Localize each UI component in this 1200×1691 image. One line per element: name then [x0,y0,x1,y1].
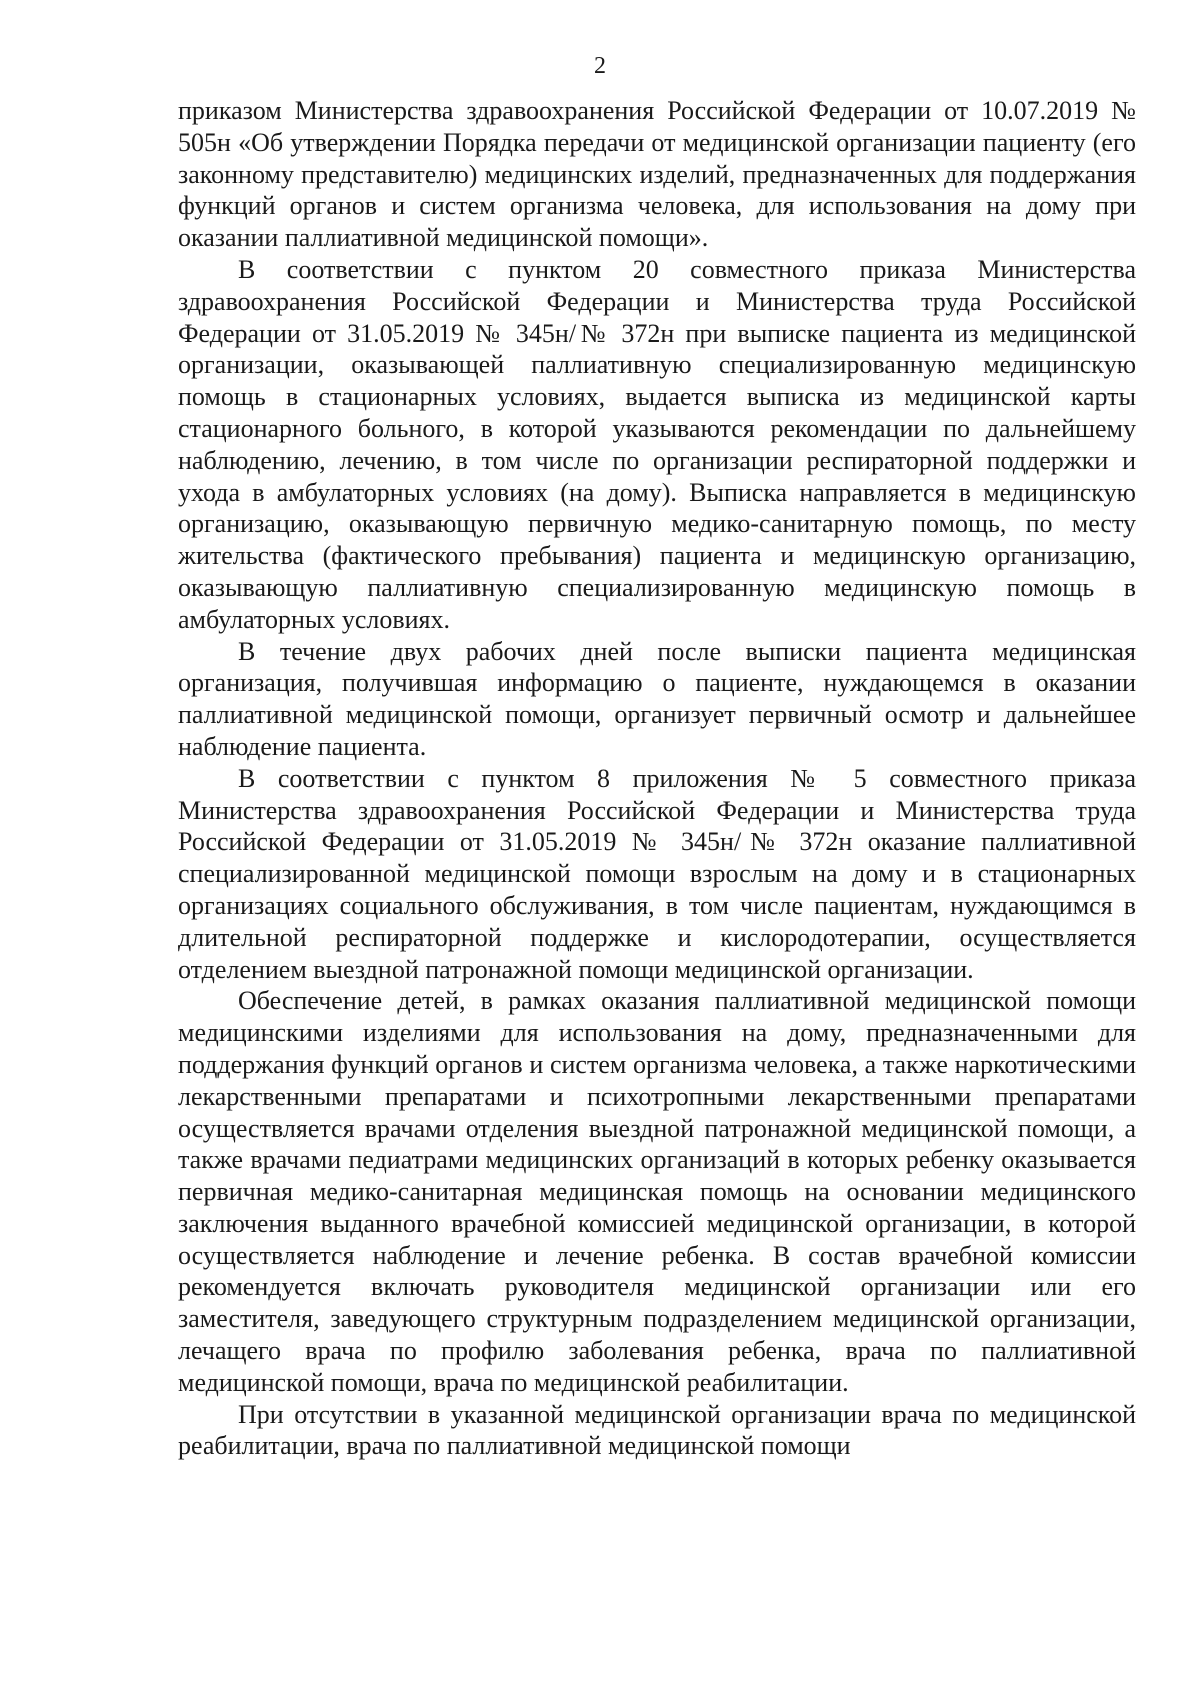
page-number: 2 [594,53,606,79]
paragraph-home-palliative-care: В соответствии с пунктом 8 приложения № 5 совместного приказа Министерства здравоохранения Российской Федерации и Министерства труда Российской Федерации от 31.05.2019 № 345н/№ 372н оказание паллиативной специализированной медицинской помощи взрослым на дому и в стационарных организациях социального обслуживания, в том числе пациентам, нуждающимся в длительной респираторной поддержке и кислородотерапии, осуществляется отделением выездной патронажной помощи медицинской организации. [178,763,1136,984]
paragraph-children-provision: Обеспечение детей, в рамках оказания паллиативной медицинской помощи медицинскими изделиями для использования на дому, предназначенными для поддержания функций органов и систем организма человека, а также наркотическими лекарственными препаратами и психотропными лекарственными препаратами осуществляется врачами отделения выездной патронажной медицинской помощи, а также врачами педиатрами медицинских организаций в которых ребенку оказывается первичная медико-санитарная медицинская помощь на основании медицинского заключения выданного врачебной комиссией медицинской организации, в которой осуществляется наблюдение и лечение ребенка. В состав врачебной комиссии рекомендуется включать руководителя медицинской организации или его заместителя, заведующего структурным подразделением медицинской организации, лечащего врача по профилю заболевания ребенка, врача по паллиативной медицинской помощи, врача по медицинской реабилитации. [178,986,1136,1397]
paragraph-order-reference: приказом Министерства здравоохранения Российской Федерации от 10.07.2019 № 505н «Об утверждении Порядка передачи от медицинской организации пациенту (его законному представителю) медицинских изделий, предназначенных для поддержания функций органов и систем организма человека, для использования на дому при оказании паллиативной медицинской помощи». [178,96,1136,253]
paragraph-absence-of-doctor: При отсутствии в указанной медицинской организации врача по медицинской реабилитации, врача по паллиативной медицинской помощи [178,1399,1136,1461]
document-body [178,95,1136,1462]
paragraph-initial-examination: В течение двух рабочих дней после выписки пациента медицинская организация, получившая информацию о пациенте, нуждающемся в оказании паллиативной медицинской помощи, организует первичный осмотр и дальнейшее наблюдение пациента. [178,636,1136,761]
paragraph-discharge-extract: В соответствии с пунктом 20 совместного приказа Министерства здравоохранения Российской Федерации и Министерства труда Российской Федерации от 31.05.2019 № 345н/№ 372н при выписке пациента из медицинской организации, оказывающей паллиативную специализированную медицинскую помощь в стационарных условиях, выдается выписка из медицинской карты стационарного больного, в которой указываются рекомендации по дальнейшему наблюдению, лечению, в том числе по организации респираторной поддержки и ухода в амбулаторных условиях (на дому). Выписка направляется в медицинскую организацию, оказывающую первичную медико-санитарную помощь, по месту жительства (фактического пребывания) пациента и медицинскую организацию, оказывающую паллиативную специализированную медицинскую помощь в амбулаторных условиях. [178,254,1136,634]
